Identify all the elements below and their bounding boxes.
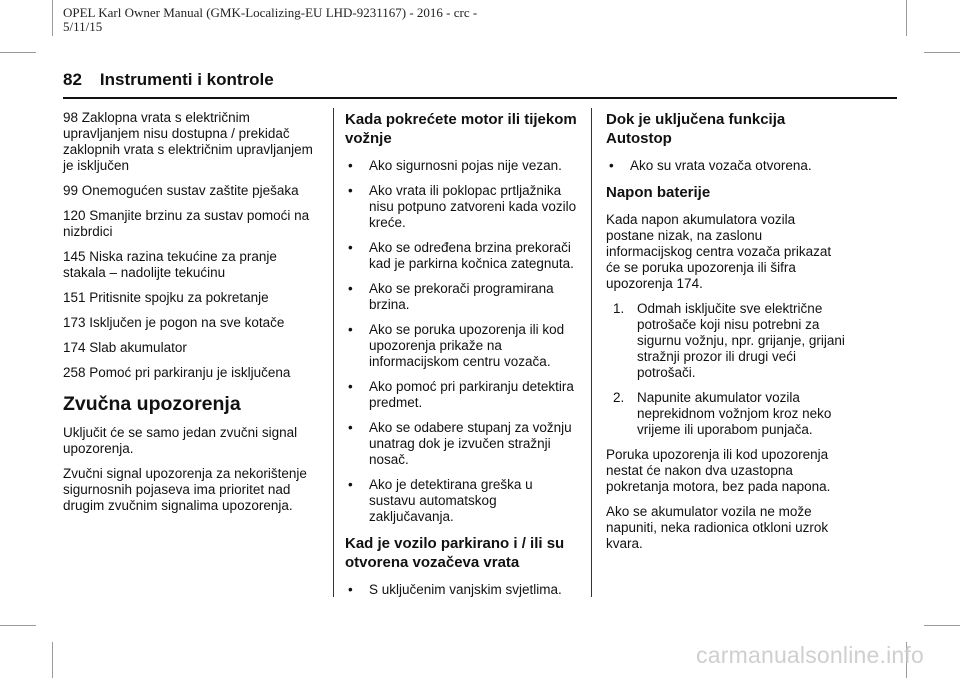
warning-code-item: 174 Slab akumulator <box>63 340 187 355</box>
warning-code-item: 98 Zaklopna vrata s električnim upravljanjem nisu dostupna / prekidač zaklopnih vrata s električnim upravljanjem je isključen <box>63 110 313 173</box>
warning-code-item: 145 Niska razina tekućine za pranje stakala – nadolijte tekućinu <box>63 249 277 280</box>
paragraph: Zvučni signal upozorenja za nekorištenje sigurnosnih pojaseva ima prioritet nad drugim zvučnim signalima upozorenja. <box>63 466 307 513</box>
list-item-text: Ako pomoć pri parkiranju detektira predmet. <box>369 379 574 410</box>
list-item <box>345 379 581 411</box>
subheading-starting-or-driving: Kada pokrećete motor ili tijekom vožnje <box>345 111 577 147</box>
list-item-text: Ako se odabere stupanj za vožnju unatrag dok je izvučen stražnji nosač. <box>369 420 572 467</box>
step-text: Odmah isključite sve električne potrošače koji nisu potrebni za sigurnu vožnju, npr. grijanje, grijani stražnji prozor ili drugi veći potrošači. <box>637 301 845 380</box>
warning-code-item: 173 Isključen je pogon na sve kotače <box>63 315 285 330</box>
list-item <box>345 582 581 598</box>
bullet-glyph: • <box>348 420 353 435</box>
bullet-list <box>606 158 846 174</box>
subheading-battery-voltage: Napon baterije <box>606 184 711 201</box>
warning-code-item: 258 Pomoć pri parkiranju je isključena <box>63 365 291 380</box>
list-item <box>345 183 581 231</box>
list-item-text: Ako sigurnosni pojas nije vezan. <box>369 158 562 173</box>
document-header-line2: 5/11/15 <box>63 19 103 34</box>
list-item <box>345 281 581 313</box>
list-item-text: Ako se određena brzina prekorači kad je parkirna kočnica zategnuta. <box>369 240 574 271</box>
bullet-glyph: • <box>348 183 353 198</box>
list-item-text: Ako vrata ili poklopac prtljažnika nisu potpuno zatvoreni kada vozilo kreće. <box>369 183 577 230</box>
subheading-autostop: Dok je uključena funkcija Autostop <box>606 111 786 147</box>
list-item-text: Ako je detektirana greška u sustavu automatskog zaključavanja. <box>369 477 533 524</box>
column-2 <box>345 110 581 607</box>
watermark: carmanualsonline.info <box>696 642 924 668</box>
crop-mark <box>924 625 960 626</box>
list-item-text: Ako se poruka upozorenja ili kod upozorenja prikaže na informacijskom centru vozača. <box>369 322 565 369</box>
bullet-glyph: • <box>348 379 353 394</box>
numbered-item <box>606 390 846 438</box>
list-item <box>345 322 581 370</box>
bullet-list <box>345 582 581 598</box>
bullet-glyph: • <box>348 477 353 492</box>
page-heading <box>63 70 274 90</box>
crop-mark <box>906 0 907 36</box>
list-item <box>345 240 581 272</box>
crop-mark <box>924 52 960 53</box>
bullet-glyph: • <box>609 158 614 173</box>
list-item-text: Ako se prekorači programirana brzina. <box>369 281 554 312</box>
warning-code-item: 99 Onemogućen sustav zaštite pješaka <box>63 183 299 198</box>
list-item <box>345 420 581 468</box>
list-item <box>606 158 846 174</box>
list-item-text: Ako su vrata vozača otvorena. <box>630 158 812 173</box>
step-number: 1. <box>613 301 625 316</box>
section-heading-warning-chimes: Zvučna upozorenja <box>63 393 241 415</box>
page-title: Instrumenti i kontrole <box>99 70 274 89</box>
subheading-parked-door-open: Kad je vozilo parkirano i / ili su otvorena vozačeva vrata <box>345 535 565 571</box>
crop-mark <box>52 642 53 678</box>
numbered-item <box>606 301 846 381</box>
bullet-glyph: • <box>348 281 353 296</box>
crop-mark <box>0 52 36 53</box>
warning-code-item: 120 Smanjite brzinu za sustav pomoći na nizbrdici <box>63 208 310 239</box>
bullet-glyph: • <box>348 582 353 597</box>
list-item <box>345 477 581 525</box>
column-3 <box>606 110 846 561</box>
step-text: Napunite akumulator vozila neprekidnom vožnjom kroz neko vrijeme ili uporabom punjača. <box>637 390 832 437</box>
crop-mark <box>52 0 53 36</box>
paragraph: Uključit će se samo jedan zvučni signal upozorenja. <box>63 425 298 456</box>
numbered-list <box>606 301 846 438</box>
bullet-glyph: • <box>348 322 353 337</box>
bullet-glyph: • <box>348 158 353 173</box>
bullet-list <box>345 158 581 525</box>
list-item <box>345 158 581 174</box>
crop-mark <box>0 625 36 626</box>
step-number: 2. <box>613 390 625 405</box>
bullet-glyph: • <box>348 240 353 255</box>
document-header <box>63 6 623 34</box>
heading-rule <box>63 97 897 99</box>
column-divider <box>333 108 334 597</box>
list-item-text: S uključenim vanjskim svjetlima. <box>369 582 562 597</box>
column-1 <box>63 110 323 523</box>
warning-code-item: 151 Pritisnite spojku za pokretanje <box>63 290 269 305</box>
column-divider <box>591 108 592 597</box>
page-number: 82 <box>63 70 82 89</box>
paragraph: Kada napon akumulatora vozila postane nizak, na zaslonu informacijskog centra vozača prikazat će se poruka upozorenja ili šifra upozorenja 174. <box>606 212 832 291</box>
document-header-line1: OPEL Karl Owner Manual (GMK-Localizing-EU LHD-9231167) - 2016 - crc - <box>63 5 478 20</box>
paragraph: Poruka upozorenja ili kod upozorenja nestat će nakon dva uzastopna pokretanja motora, bez pada napona. <box>606 447 831 494</box>
paragraph: Ako se akumulator vozila ne može napuniti, neka radionica otkloni uzrok kvara. <box>606 504 829 551</box>
